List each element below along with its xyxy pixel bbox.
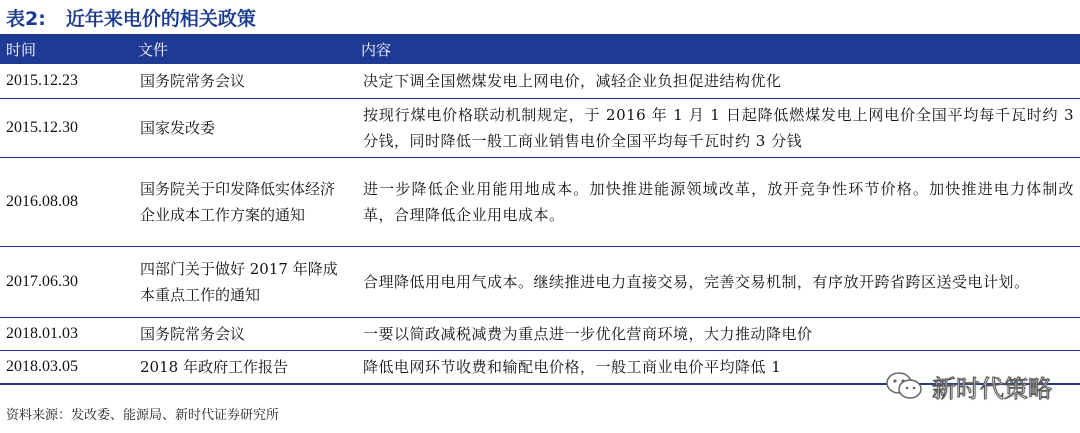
row-content: 一要以简政减税减费为重点进一步优化营商环境，大力推动降电价	[355, 318, 1080, 351]
row-content: 合理降低用电用气成本。继续推进电力直接交易，完善交易机制，有序放开跨省跨区送受电计划。	[355, 247, 1080, 318]
row-document: 2018 年政府工作报告	[130, 351, 355, 385]
header-document: 文件	[130, 34, 355, 64]
watermark-text: 新时代策略	[932, 374, 1052, 403]
row-document: 国务院关于印发降低实体经济企业成本工作方案的通知	[130, 158, 355, 247]
table-row	[0, 247, 1080, 318]
row-date: 2015.12.23	[0, 64, 130, 99]
table-row	[0, 64, 1080, 99]
row-document: 国务院常务会议	[130, 64, 355, 99]
row-date: 2015.12.30	[0, 99, 130, 158]
row-content: 降低电网环节收费和输配电价格，一般工商业电价平均降低 1	[355, 351, 1080, 385]
table-row	[0, 318, 1080, 351]
row-date: 2017.06.30	[0, 247, 130, 318]
row-content: 按现行煤电价格联动机制规定，于 2016 年 1 月 1 日起降低燃煤发电上网电价全国平均每千瓦时约 3 分钱，同时降低一般工商业销售电价全国平均每千瓦时约 3 分钱	[355, 99, 1080, 158]
wechat-icon	[884, 370, 924, 402]
header-date: 时间	[0, 34, 130, 64]
table-row	[0, 99, 1080, 158]
row-date: 2018.03.05	[0, 351, 130, 385]
table-row	[0, 158, 1080, 247]
table-caption: 近年来电价的相关政策	[65, 8, 256, 30]
source-note: 资料来源：发改委、能源局、新时代证券研究所	[6, 408, 280, 423]
row-document: 国务院常务会议	[130, 318, 355, 351]
header-content: 内容	[355, 34, 1080, 64]
row-document: 四部门关于做好 2017 年降成本重点工作的通知	[130, 247, 355, 318]
watermark	[884, 368, 1052, 404]
row-content: 进一步降低企业用能用地成本。加快推进能源领域改革，放开竞争性环节价格。加快推进电力体制改革，合理降低企业用电成本。	[355, 158, 1080, 247]
table-title	[6, 6, 256, 32]
row-document: 国家发改委	[130, 99, 355, 158]
row-date: 2018.01.03	[0, 318, 130, 351]
row-content: 决定下调全国燃煤发电上网电价，减轻企业负担促进结构优化	[355, 64, 1080, 99]
policy-table	[0, 34, 1080, 385]
row-date: 2016.08.08	[0, 158, 130, 247]
table-number: 表2:	[6, 8, 46, 30]
table-header-row	[0, 34, 1080, 64]
